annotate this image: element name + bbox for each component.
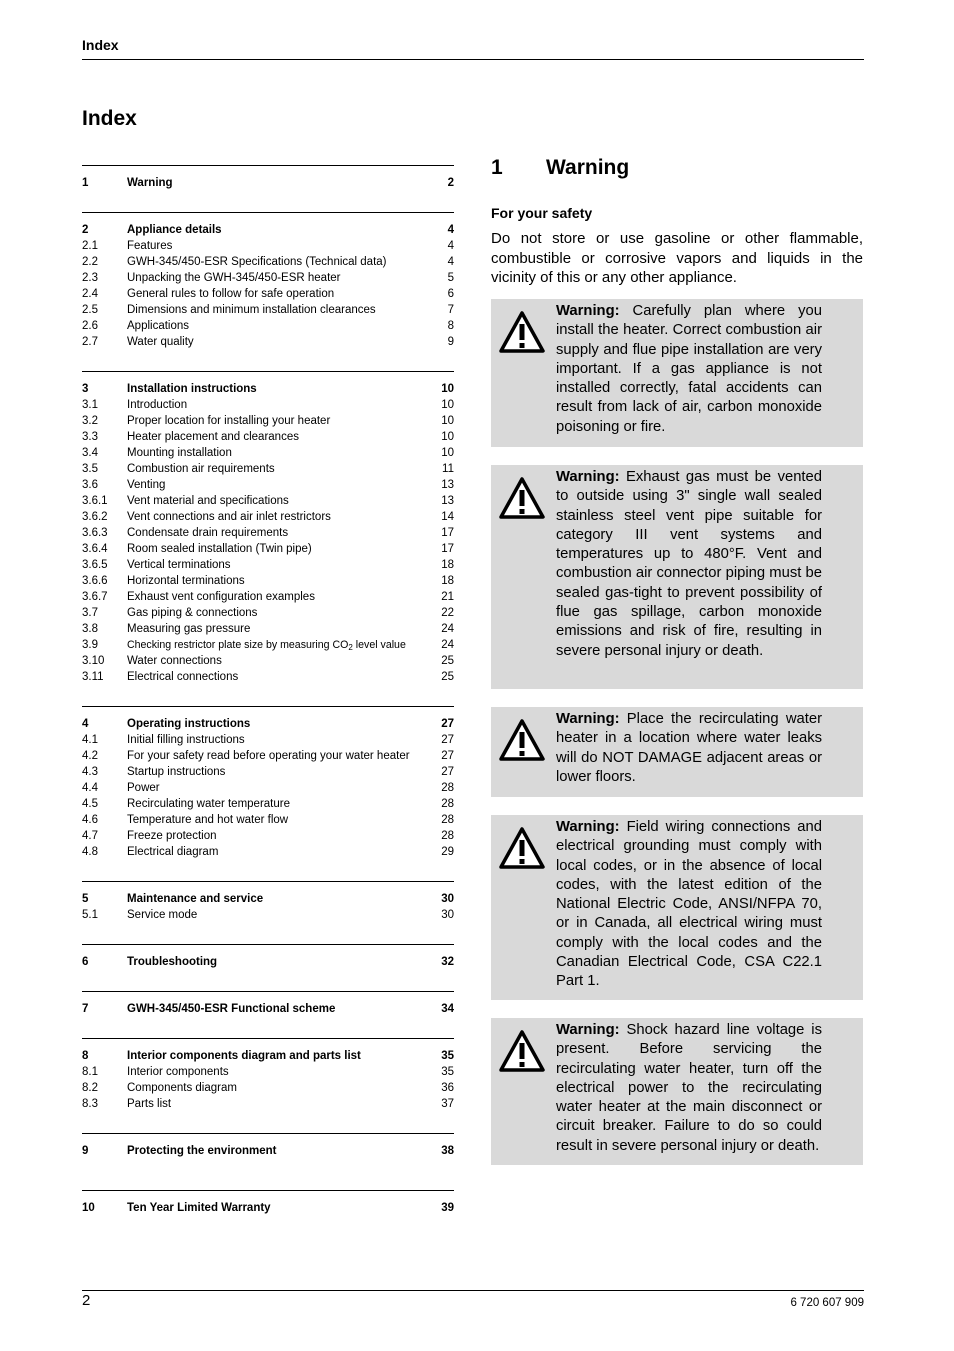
toc-row[interactable] — [82, 748, 454, 764]
toc-number: 4.5 — [82, 798, 98, 810]
toc-number: 2.5 — [82, 304, 98, 316]
toc-row[interactable] — [82, 828, 454, 844]
toc-title — [127, 637, 424, 653]
toc-page-number: 37 — [441, 1098, 454, 1110]
toc-heading-row[interactable] — [82, 1200, 454, 1216]
toc-section — [82, 212, 454, 371]
toc-number: 5 — [82, 893, 89, 905]
toc-title: Combustion air requirements — [127, 463, 275, 475]
toc-row[interactable] — [82, 286, 454, 302]
toc-row[interactable] — [82, 1080, 454, 1096]
toc-page-number: 10 — [441, 383, 454, 395]
toc-heading-row[interactable] — [82, 1001, 454, 1017]
warning-triangle-icon — [499, 310, 545, 354]
toc-number: 3.10 — [82, 655, 105, 667]
section-intro: Do not store or use gasoline or other flammable, combustible or corrosive vapors and liquids in the vicinity of this or any other appliance. — [491, 230, 863, 286]
toc-page-number: 27 — [441, 734, 454, 746]
toc-title: Venting — [127, 479, 166, 491]
warning-box — [491, 707, 863, 797]
toc-row[interactable] — [82, 477, 454, 493]
toc-title: Interior components — [127, 1066, 229, 1078]
toc-title: Gas piping & connections — [127, 607, 258, 619]
toc-row[interactable] — [82, 429, 454, 445]
page-number: 2 — [82, 1292, 91, 1309]
toc-title: Troubleshooting — [127, 956, 218, 968]
toc-number: 4.6 — [82, 814, 98, 826]
toc-number: 4.2 — [82, 750, 98, 762]
toc-heading-row[interactable] — [82, 954, 454, 970]
toc-number: 4.7 — [82, 830, 98, 842]
toc-page-number: 30 — [441, 909, 454, 921]
toc-number: 3.4 — [82, 447, 98, 459]
toc-row[interactable] — [82, 525, 454, 541]
toc-page-number: 4 — [447, 224, 454, 236]
toc-page-number: 18 — [441, 559, 454, 571]
toc-number: 4.8 — [82, 846, 98, 858]
warning-triangle-icon — [499, 1029, 545, 1073]
toc-section — [82, 1133, 454, 1190]
toc-title: Components diagram — [127, 1082, 237, 1094]
toc-title: Exhaust vent configuration examples — [127, 591, 315, 603]
toc-page-number: 30 — [441, 893, 454, 905]
toc-section — [82, 165, 454, 212]
toc-title: Appliance details — [127, 224, 222, 236]
table-of-contents — [82, 165, 454, 1216]
toc-title: General rules to follow for safe operation — [127, 288, 335, 300]
toc-title: Applications — [127, 320, 190, 332]
toc-title: Startup instructions — [127, 766, 226, 778]
toc-title: Operating instructions — [127, 718, 251, 730]
warning-box — [491, 299, 863, 447]
toc-title: Recirculating water temperature — [127, 798, 290, 810]
toc-title: Protecting the environment — [127, 1145, 277, 1157]
toc-number: 3.6.2 — [82, 511, 108, 523]
toc-page-number: 11 — [442, 463, 454, 475]
toc-heading-row[interactable] — [82, 891, 454, 907]
toc-page-number: 28 — [441, 814, 454, 826]
toc-number: 4 — [82, 718, 89, 730]
toc-row[interactable] — [82, 844, 454, 860]
toc-page-number: 24 — [441, 639, 454, 651]
toc-title: Heater placement and clearances — [127, 431, 299, 443]
toc-heading-row[interactable] — [82, 1143, 454, 1159]
warning-text — [556, 468, 822, 661]
toc-section — [82, 1038, 454, 1133]
toc-title: Parts list — [127, 1098, 172, 1110]
toc-title: Vent material and specifications — [127, 495, 289, 507]
toc-number: 3.6.4 — [82, 543, 108, 555]
section-heading — [491, 156, 629, 180]
toc-row[interactable] — [82, 605, 454, 621]
toc-page-number: 27 — [441, 718, 454, 730]
toc-title: Maintenance and service — [127, 893, 264, 905]
toc-title: For your safety read before operating your water heater — [127, 750, 410, 762]
toc-section — [82, 881, 454, 944]
warning-keyword: Warning: — [556, 303, 620, 319]
toc-number: 2.6 — [82, 320, 98, 332]
toc-page-number: 13 — [441, 479, 454, 491]
section-title: Warning — [546, 156, 630, 179]
warning-body: Place the recirculating water heater in a location where water leaks will do NOT DAMAGE adjacent areas or lower floors. — [556, 711, 822, 785]
toc-page-number: 5 — [447, 272, 454, 284]
toc-heading-row[interactable] — [82, 175, 454, 191]
toc-row[interactable] — [82, 907, 454, 923]
toc-row[interactable] — [82, 238, 454, 254]
toc-page-number: 2 — [447, 177, 454, 189]
toc-page-number: 28 — [441, 830, 454, 842]
document-number: 6 720 607 909 — [790, 1297, 864, 1309]
toc-row[interactable] — [82, 764, 454, 780]
toc-number: 3.6.7 — [82, 591, 108, 603]
toc-row[interactable] — [82, 318, 454, 334]
toc-page-number: 36 — [441, 1082, 454, 1094]
toc-page-number: 7 — [447, 304, 454, 316]
toc-number: 3.1 — [82, 399, 98, 411]
toc-row[interactable] — [82, 254, 454, 270]
toc-number: 3.8 — [82, 623, 98, 635]
warning-text — [556, 1021, 822, 1156]
toc-number: 3.6.5 — [82, 559, 108, 571]
toc-row[interactable] — [82, 589, 454, 605]
toc-page-number: 14 — [441, 511, 454, 523]
toc-number: 3.2 — [82, 415, 98, 427]
toc-row[interactable] — [82, 1096, 454, 1112]
toc-page-number: 18 — [441, 575, 454, 587]
toc-title: Condensate drain requirements — [127, 527, 289, 539]
toc-title: Installation instructions — [127, 383, 257, 395]
toc-row[interactable] — [82, 1064, 454, 1080]
toc-number: 3.9 — [82, 639, 98, 651]
toc-number: 5.1 — [82, 909, 98, 921]
toc-number: 2.7 — [82, 336, 98, 348]
toc-page-number: 32 — [441, 956, 454, 968]
toc-row[interactable] — [82, 573, 454, 589]
toc-title-subscript: 2 — [348, 643, 353, 652]
toc-page-number: 24 — [441, 623, 454, 635]
toc-page-number: 38 — [441, 1145, 454, 1157]
toc-row[interactable] — [82, 461, 454, 477]
toc-title: Temperature and hot water flow — [127, 814, 289, 826]
toc-title: Vent connections and air inlet restrictors — [127, 511, 331, 523]
toc-row[interactable] — [82, 541, 454, 557]
toc-page-number: 27 — [441, 750, 454, 762]
toc-title: Introduction — [127, 399, 188, 411]
warning-triangle-icon — [499, 718, 545, 762]
toc-page-number: 35 — [441, 1066, 454, 1078]
toc-number: 8.1 — [82, 1066, 98, 1078]
toc-title: Mounting installation — [127, 447, 232, 459]
toc-number: 3.6.3 — [82, 527, 108, 539]
toc-number: 2.3 — [82, 272, 98, 284]
toc-title-text: Checking restrictor plate size by measuring CO — [127, 639, 349, 651]
toc-number: 10 — [82, 1202, 95, 1214]
toc-title: Dimensions and minimum installation clearances — [127, 304, 376, 316]
toc-page-number: 17 — [441, 527, 454, 539]
toc-number: 2 — [82, 224, 89, 236]
toc-title: Features — [127, 240, 173, 252]
warning-triangle-icon — [499, 826, 545, 870]
toc-heading-row[interactable] — [82, 716, 454, 732]
toc-number: 2.2 — [82, 256, 98, 268]
toc-row[interactable] — [82, 796, 454, 812]
toc-number: 3.7 — [82, 607, 98, 619]
toc-row[interactable] — [82, 334, 454, 350]
toc-page-number: 29 — [441, 846, 454, 858]
toc-section — [82, 371, 454, 706]
toc-number: 3.6.6 — [82, 575, 108, 587]
toc-row[interactable] — [82, 653, 454, 669]
toc-page-number: 39 — [441, 1202, 454, 1214]
toc-page-number: 34 — [441, 1003, 454, 1015]
toc-title: Ten Year Limited Warranty — [127, 1202, 271, 1214]
toc-page-number: 10 — [441, 399, 454, 411]
toc-row[interactable] — [82, 302, 454, 318]
warning-body: Carefully plan where you install the heater. Correct combustion air supply and flue pipe installation are very important. If a gas appliance is not installed correctly, fatal accidents can result from lack of air, carbon monoxide poisoning or fire. — [556, 303, 822, 435]
warning-body: Field wiring connections and electrical grounding must comply with local codes, or in the absence of local codes, with the latest edition of the National Electric Code, ANSI/NFPA 70, or in Canada, all electrical wiring must comply with the local codes and the Canadian Electrical Code, CSA C22.1 Part 1. — [556, 819, 822, 990]
toc-title: Measuring gas pressure — [127, 623, 251, 635]
toc-page-number: 27 — [441, 766, 454, 778]
warning-box — [491, 465, 863, 689]
toc-section — [82, 706, 454, 881]
toc-title: Horizontal terminations — [127, 575, 245, 587]
toc-title: GWH-345/450-ESR Specifications (Technical data) — [127, 256, 387, 268]
toc-page-number: 22 — [441, 607, 454, 619]
toc-title: Vertical terminations — [127, 559, 231, 571]
toc-page-number: 10 — [441, 431, 454, 443]
warning-box — [491, 1018, 863, 1165]
toc-row[interactable] — [82, 397, 454, 413]
warning-keyword: Warning: — [556, 711, 620, 727]
toc-number: 4.4 — [82, 782, 98, 794]
toc-title: Electrical connections — [127, 671, 239, 683]
page-title: Index — [82, 107, 137, 130]
toc-number: 1 — [82, 177, 89, 189]
toc-title: Initial filling instructions — [127, 734, 245, 746]
warning-body: Exhaust gas must be vented to outside using 3" single wall sealed stainless steel vent pipe suitable for category III vent systems and temperatures up to 480°F. Vent and combustion air connector piping must be sealed gas-tight to prevent possibility of flue gas spillage, carbon monoxide emissions and risk of fire, resulting in severe personal injury or death. — [556, 469, 822, 659]
toc-number: 9 — [82, 1145, 89, 1157]
running-header-title: Index — [82, 37, 119, 53]
toc-number: 6 — [82, 956, 89, 968]
toc-title: GWH-345/450-ESR Functional scheme — [127, 1003, 336, 1015]
toc-title: Electrical diagram — [127, 846, 219, 858]
running-header — [82, 37, 864, 60]
toc-page-number: 8 — [447, 320, 454, 332]
toc-title: Warning — [127, 177, 173, 189]
toc-title: Freeze protection — [127, 830, 217, 842]
toc-page-number: 28 — [441, 782, 454, 794]
toc-number: 8.2 — [82, 1082, 98, 1094]
warning-box — [491, 815, 863, 1000]
toc-number: 3.11 — [82, 671, 104, 683]
toc-number: 3.3 — [82, 431, 98, 443]
warning-triangle-icon — [499, 476, 545, 520]
section-subtitle: For your safety — [491, 205, 593, 221]
toc-page-number: 25 — [441, 655, 454, 667]
toc-row[interactable] — [82, 780, 454, 796]
footer-rule — [82, 1290, 864, 1291]
toc-row[interactable] — [82, 493, 454, 509]
toc-row[interactable] — [82, 669, 454, 685]
toc-title: Interior components diagram and parts list — [127, 1050, 361, 1062]
toc-row[interactable] — [82, 270, 454, 286]
toc-heading-row[interactable] — [82, 381, 454, 397]
toc-number: 7 — [82, 1003, 89, 1015]
toc-page-number: 9 — [447, 336, 454, 348]
toc-number: 4.1 — [82, 734, 98, 746]
toc-section — [82, 944, 454, 991]
toc-title: Unpacking the GWH-345/450-ESR heater — [127, 272, 341, 284]
toc-page-number: 4 — [447, 256, 454, 268]
toc-row[interactable] — [82, 509, 454, 525]
toc-number: 4.3 — [82, 766, 98, 778]
toc-page-number: 25 — [441, 671, 454, 683]
toc-heading-row[interactable] — [82, 222, 454, 238]
toc-row[interactable] — [82, 445, 454, 461]
toc-page-number: 6 — [447, 288, 454, 300]
warning-body: Shock hazard line voltage is present. Before servicing the recirculating water heater, turn off the electrical power to the recirculating water heater at the main disconnect or circuit breaker. Failure to do so could result in severe personal injury or death. — [556, 1022, 822, 1154]
section-number: 1 — [491, 156, 503, 179]
warning-keyword: Warning: — [556, 819, 620, 835]
toc-title: Power — [127, 782, 160, 794]
toc-row[interactable] — [82, 413, 454, 429]
toc-page-number: 4 — [447, 240, 454, 252]
toc-title: Water quality — [127, 336, 194, 348]
toc-number: 8 — [82, 1050, 89, 1062]
warning-text — [556, 302, 822, 437]
toc-row[interactable] — [82, 557, 454, 573]
toc-number: 3.6.1 — [82, 495, 108, 507]
toc-title: Water connections — [127, 655, 222, 667]
toc-title-text-after: level value — [352, 639, 406, 651]
toc-number: 3.5 — [82, 463, 98, 475]
toc-row[interactable] — [82, 637, 454, 653]
toc-section — [82, 1190, 454, 1216]
toc-number: 2.4 — [82, 288, 98, 300]
toc-number: 3 — [82, 383, 89, 395]
toc-page-number: 28 — [441, 798, 454, 810]
toc-row[interactable] — [82, 812, 454, 828]
warning-text — [556, 710, 822, 787]
toc-number: 3.6 — [82, 479, 98, 491]
toc-page-number: 10 — [441, 447, 454, 459]
toc-number: 8.3 — [82, 1098, 98, 1110]
toc-page-number: 17 — [441, 543, 454, 555]
toc-page-number: 35 — [441, 1050, 454, 1062]
toc-number: 2.1 — [82, 240, 98, 252]
warning-keyword: Warning: — [556, 1022, 620, 1038]
toc-page-number: 10 — [441, 415, 454, 427]
toc-page-number: 13 — [441, 495, 454, 507]
toc-title: Service mode — [127, 909, 198, 921]
warning-text — [556, 818, 822, 992]
toc-section — [82, 991, 454, 1038]
toc-title: Room sealed installation (Twin pipe) — [127, 543, 312, 555]
toc-title: Proper location for installing your heater — [127, 415, 331, 427]
toc-row[interactable] — [82, 621, 454, 637]
toc-heading-row[interactable] — [82, 1048, 454, 1064]
toc-page-number: 21 — [441, 591, 454, 603]
toc-row[interactable] — [82, 732, 454, 748]
warning-keyword: Warning: — [556, 469, 620, 485]
